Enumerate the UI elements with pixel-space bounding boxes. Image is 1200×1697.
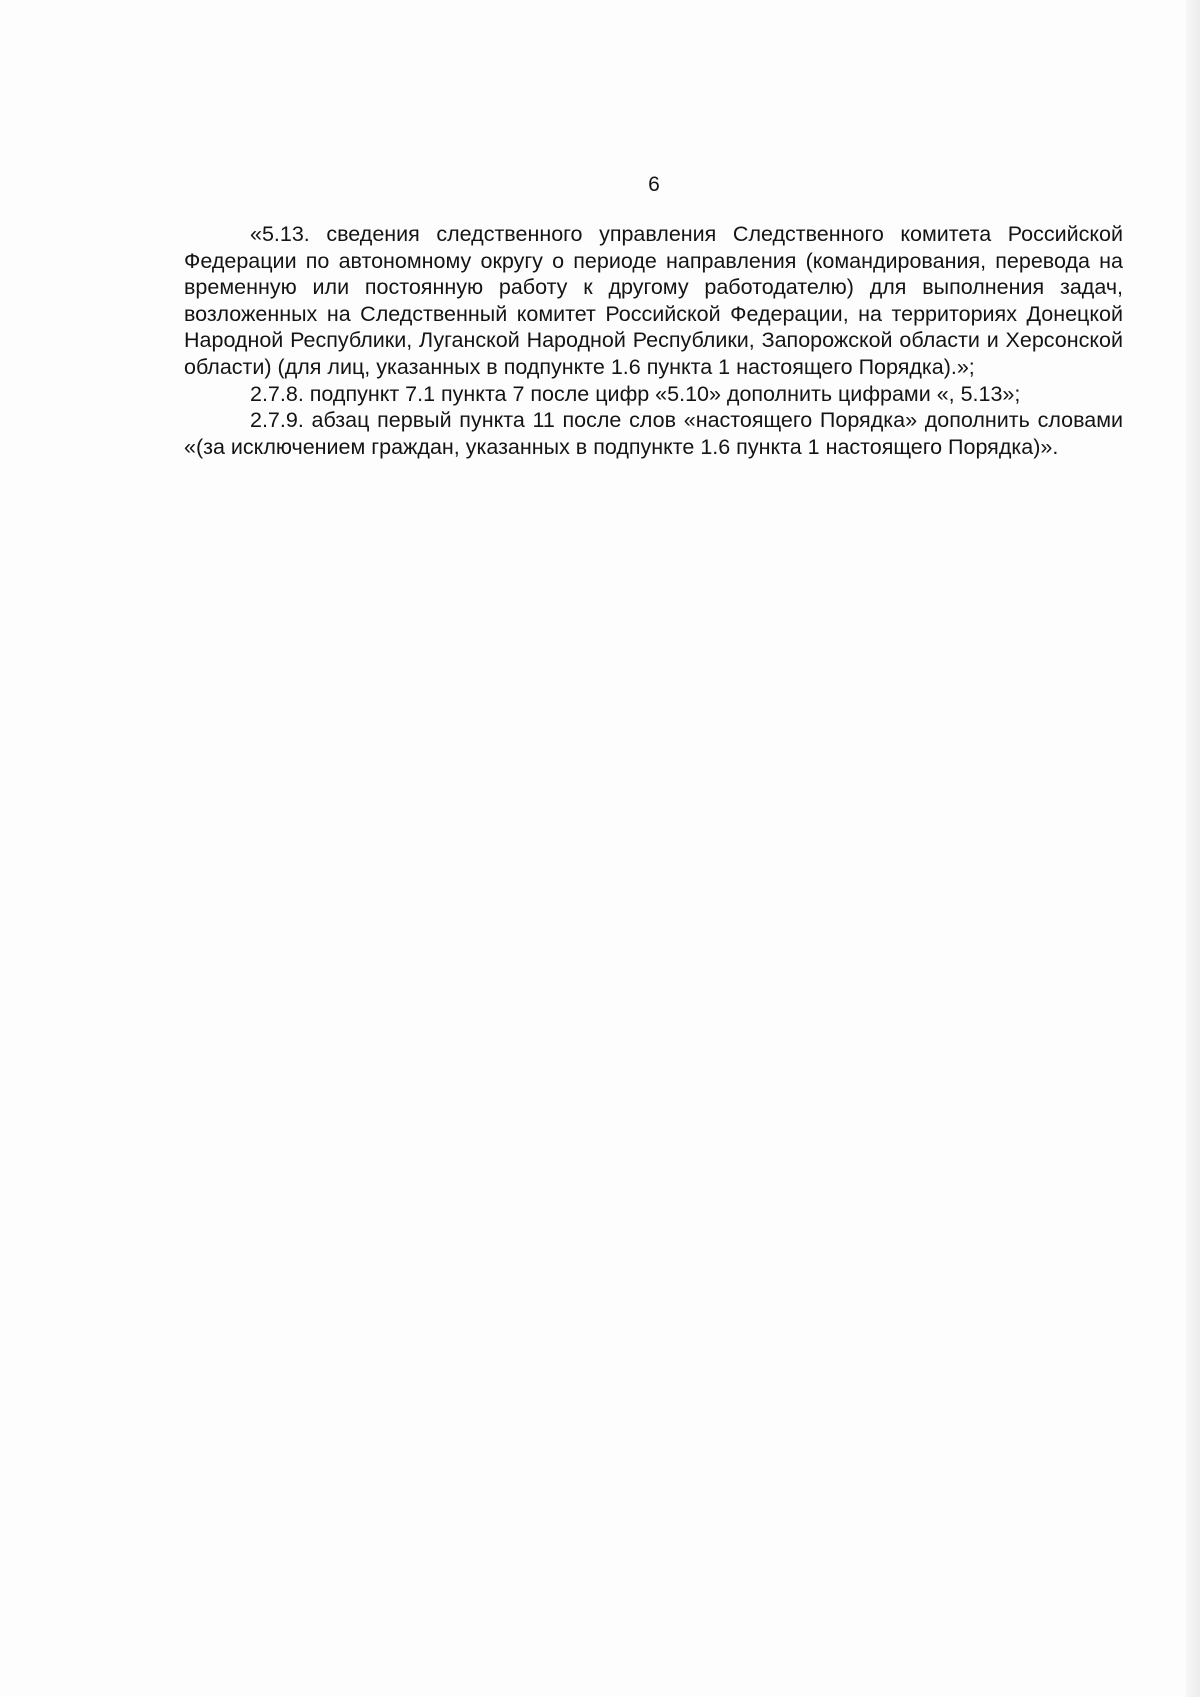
paragraph-2-7-8: 2.7.8. подпункт 7.1 пункта 7 после цифр «5.10» дополнить цифрами «, 5.13»; bbox=[250, 381, 1021, 406]
paragraph-item-5-13: «5.13. сведения следственного управления Следственного комитета Российской Федерации по автономному округу о периоде направления (командирования, перевода на временную или постоянную работу к другому работодателю) для выполнения задач, возложенных на Следственный комитет Российской Федерации, на территориях Донецкой Народной Республики, Луганской Народной Республики, Запорожской области и Херсонской области) (для лиц, указанных в подпункте 1.6 пункта 1 настоящего Порядка).»; bbox=[184, 222, 1123, 379]
page-number: 6 bbox=[648, 173, 660, 196]
document-body bbox=[184, 221, 1123, 460]
paragraph-2-7-9: 2.7.9. абзац первый пункта 11 после слов «настоящего Порядка» дополнить словами «(за исключением граждан, указанных в подпункте 1.6 пункта 1 настоящего Порядка)». bbox=[184, 408, 1123, 459]
scan-edge-shadow bbox=[1186, 0, 1200, 1697]
